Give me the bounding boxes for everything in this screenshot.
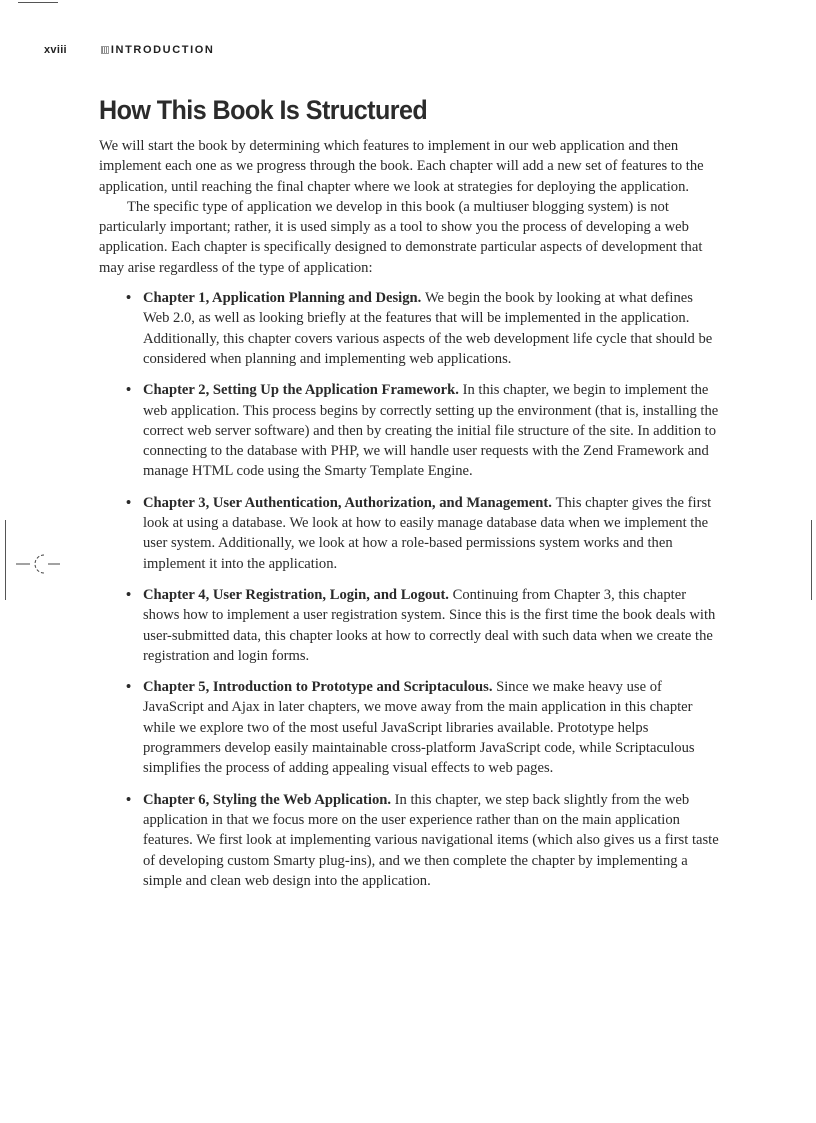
list-item [99,677,719,778]
chapter-description: In this chapter, we step back slightly from the web application in that we focus more on the user experience rather than on the main application features. We first look at implementing various navigational items (which also gives us a first taste of developing custom Smarty plug-ins), and we then complete the chapter by implementing a simple and clean web design into the application. [143,791,719,889]
chapter-description: Since we make heavy use of JavaScript and Ajax in later chapters, we move away from the main application in this chapter while we explore two of the most useful JavaScript libraries available. Prototype helps programmers develop easily maintainable cross-platform JavaScript code, while Scriptaculous simplifies the process of adding appealing visual effects to web pages. [143,679,695,777]
chapter-description: We begin the book by looking at what defines Web 2.0, as well as looking briefly at the features that will be implemented in the application. Additionally, this chapter covers various aspects of the web development life cycle that should be considered when planning and implementing web applications. [143,290,713,367]
page-body [99,94,719,902]
chapter-title: Chapter 1, Application Planning and Design. [143,290,425,307]
registration-mark-icon [16,550,66,578]
bullet-icon: • [126,290,132,307]
list-item [99,790,719,891]
chapter-title: Chapter 6, Styling the Web Application. [143,791,395,808]
crop-mark-right [811,520,812,600]
crop-mark-left [5,520,6,600]
bullet-icon: • [126,494,132,511]
bullet-icon: • [126,382,132,399]
running-header [44,44,214,56]
section-title: INTRODUCTION [110,44,215,56]
chapter-title: Chapter 2, Setting Up the Application Framework. [143,382,463,399]
list-item [99,585,719,666]
chapter-title: Chapter 3, User Authentication, Authorization, and Management. [143,494,556,511]
bullet-icon: • [126,586,132,603]
crop-mark-top [18,2,58,3]
list-item [99,493,719,574]
intro-paragraph-2: The specific type of application we develop in this book (a multiuser blogging system) is not particularly important; rather, it is used simply as a tool to show you the process of developing a web application. Each chapter is specifically designed to demonstrate particular aspects of development that may arise regardless of the type of application: [99,198,703,276]
chapter-description: Continuing from Chapter 3, this chapter shows how to implement a user registration system. Since this is the first time the book deals with user-submitted data, this chapter looks at how to correctly deal with such data when we create the registration and login forms. [143,586,716,664]
header-square-icon [101,46,109,54]
page-number: xviii [44,44,67,56]
chapter-title: Chapter 5, Introduction to Prototype and Scriptaculous. [143,679,497,696]
list-item [99,380,719,481]
section-heading: How This Book Is Structured [99,95,428,125]
chapter-title: Chapter 4, User Registration, Login, and Logout. [143,586,453,603]
list-item [99,288,719,369]
chapter-description: In this chapter, we begin to implement the web application. This process begins by correctly setting up the environment (that is, installing the correct web server software) and then by creating the initial file structure of the site. In addition to connecting to the database with PHP, we will handle user requests with the Zend Framework and manage HTML code using the Smarty Template Engine. [143,382,719,480]
chapter-list [99,288,719,891]
intro-paragraph-1: We will start the book by determining which features to implement in our web application and then implement each one as we progress through the book. Each chapter will add a new set of features to the application, until reaching the final chapter where we look at strategies for deploying the application. [99,138,704,195]
bullet-icon: • [126,791,132,808]
bullet-icon: • [126,679,132,696]
chapter-description: This chapter gives the first look at using a database. We look at how to easily manage database data when we implement the user system. Additionally, we look at how a role-based permissions system works and then implement it into the application. [143,494,712,572]
